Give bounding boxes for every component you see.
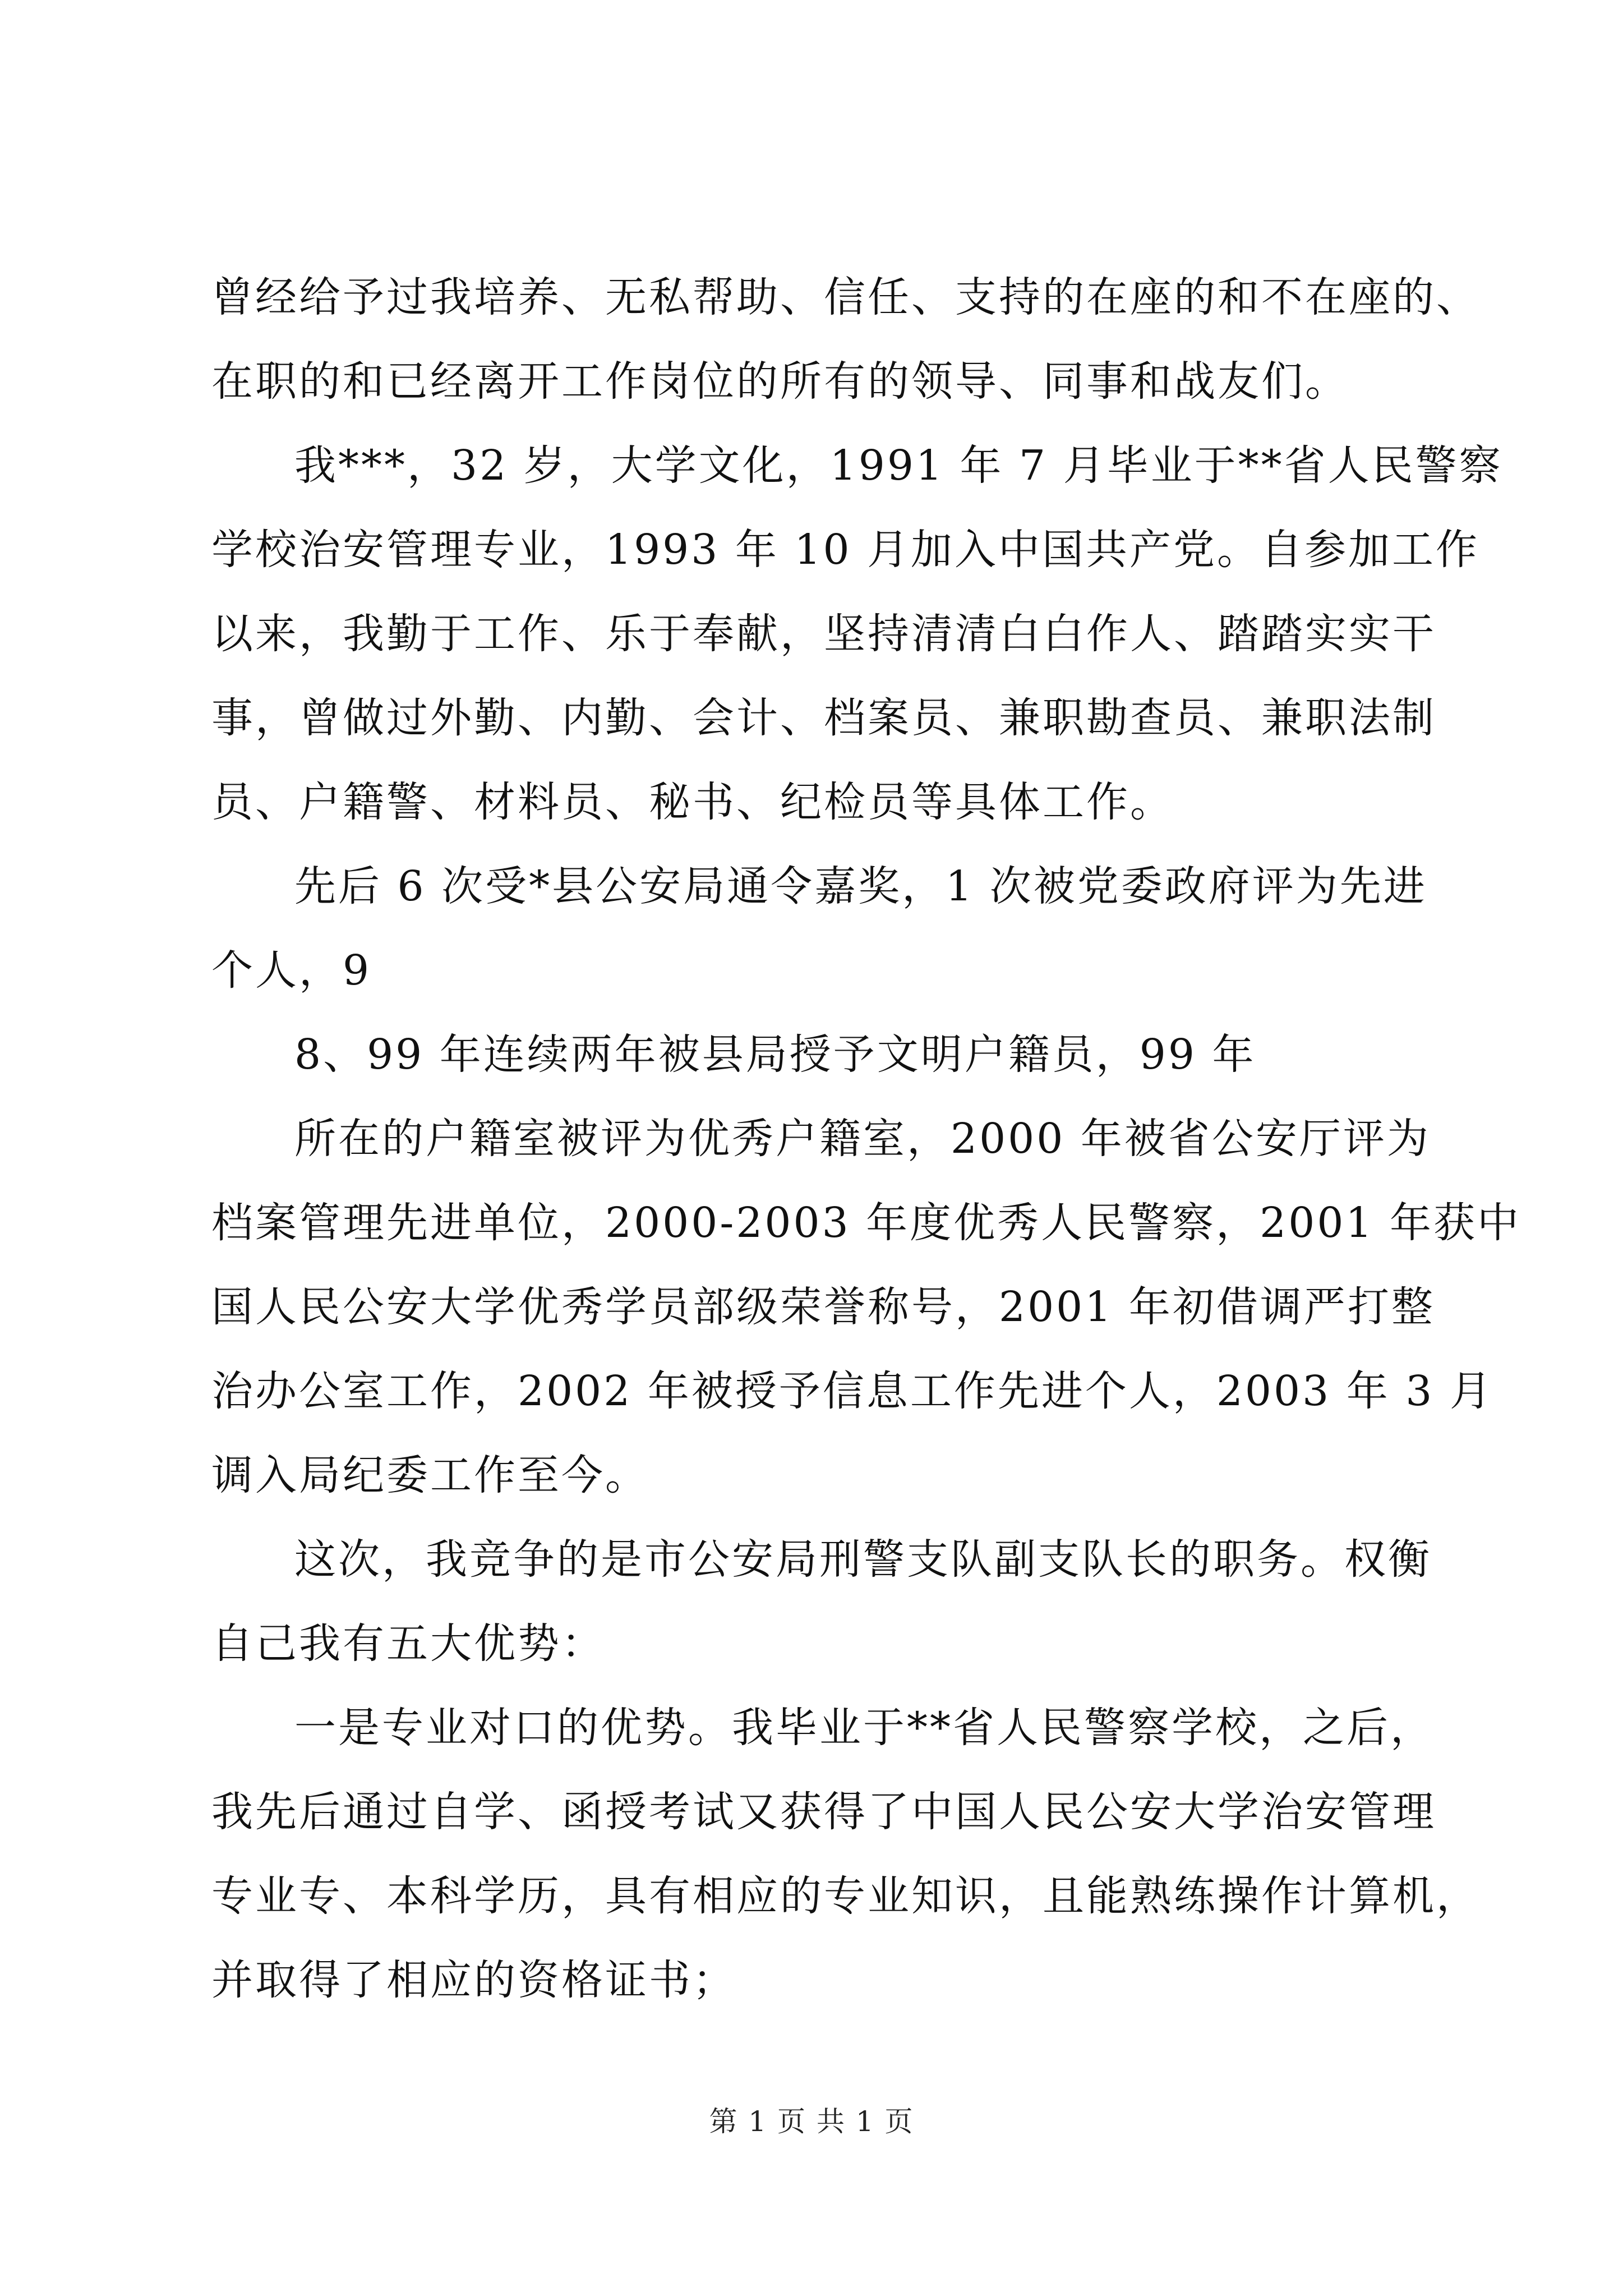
text-line: 员、户籍警、材料员、秘书、纪检员等具体工作。 xyxy=(211,778,1174,826)
text-line: 8、99 年连续两年被县局授予文明户籍员，99 年 xyxy=(294,1030,1256,1079)
text-line: 学校治安管理专业，1993 年 10 月加入中国共产党。自参加工作 xyxy=(211,526,1480,574)
text-line: 个人，9 xyxy=(211,946,372,995)
text-line: 国人民公安大学优秀学员部级荣誉称号，2001 年初借调严打整 xyxy=(211,1283,1435,1331)
document-body xyxy=(211,255,1521,2022)
text-line: 曾经给予过我培养、无私帮助、信任、支持的在座的和不在座的、 xyxy=(211,273,1480,321)
text-line: 这次，我竞争的是市公安局刑警支队副支队长的职务。权衡 xyxy=(294,1535,1432,1584)
text-line: 在职的和已经离开工作岗位的所有的领导、同事和战友们。 xyxy=(211,357,1349,406)
text-line: 调入局纪委工作至今。 xyxy=(211,1451,649,1499)
text-line: 治办公室工作，2002 年被授予信息工作先进个人，2003 年 3 月 xyxy=(211,1367,1493,1415)
text-line: 我***，32 岁，大学文化，1991 年 7 月毕业于**省人民警察 xyxy=(294,441,1503,490)
text-line: 事，曾做过外勤、内勤、会计、档案员、兼职勘查员、兼职法制 xyxy=(211,694,1436,742)
text-line: 先后 6 次受*县公安局通令嘉奖，1 次被党委政府评为先进 xyxy=(294,862,1427,910)
text-line: 自己我有五大优势： xyxy=(211,1619,605,1668)
text-line: 我先后通过自学、函授考试又获得了中国人民公安大学治安管理 xyxy=(211,1788,1436,1836)
text-line: 档案管理先进单位，2000-2003 年度优秀人民警察，2001 年获中 xyxy=(211,1199,1521,1247)
page-number-label: 第 1 页 共 1 页 xyxy=(709,2105,914,2138)
text-line: 所在的户籍室被评为优秀户籍室，2000 年被省公安厅评为 xyxy=(294,1115,1431,1163)
text-line: 以来，我勤于工作、乐于奉献，坚持清清白白作人、踏踏实实干 xyxy=(211,610,1436,658)
page-footer xyxy=(0,2105,1623,2138)
text-line: 一是专业对口的优势。我毕业于**省人民警察学校，之后， xyxy=(294,1704,1434,1752)
text-line: 并取得了相应的资格证书； xyxy=(211,1956,736,2004)
text-line: 专业专、本科学历，具有相应的专业知识，且能熟练操作计算机， xyxy=(211,1872,1480,1920)
